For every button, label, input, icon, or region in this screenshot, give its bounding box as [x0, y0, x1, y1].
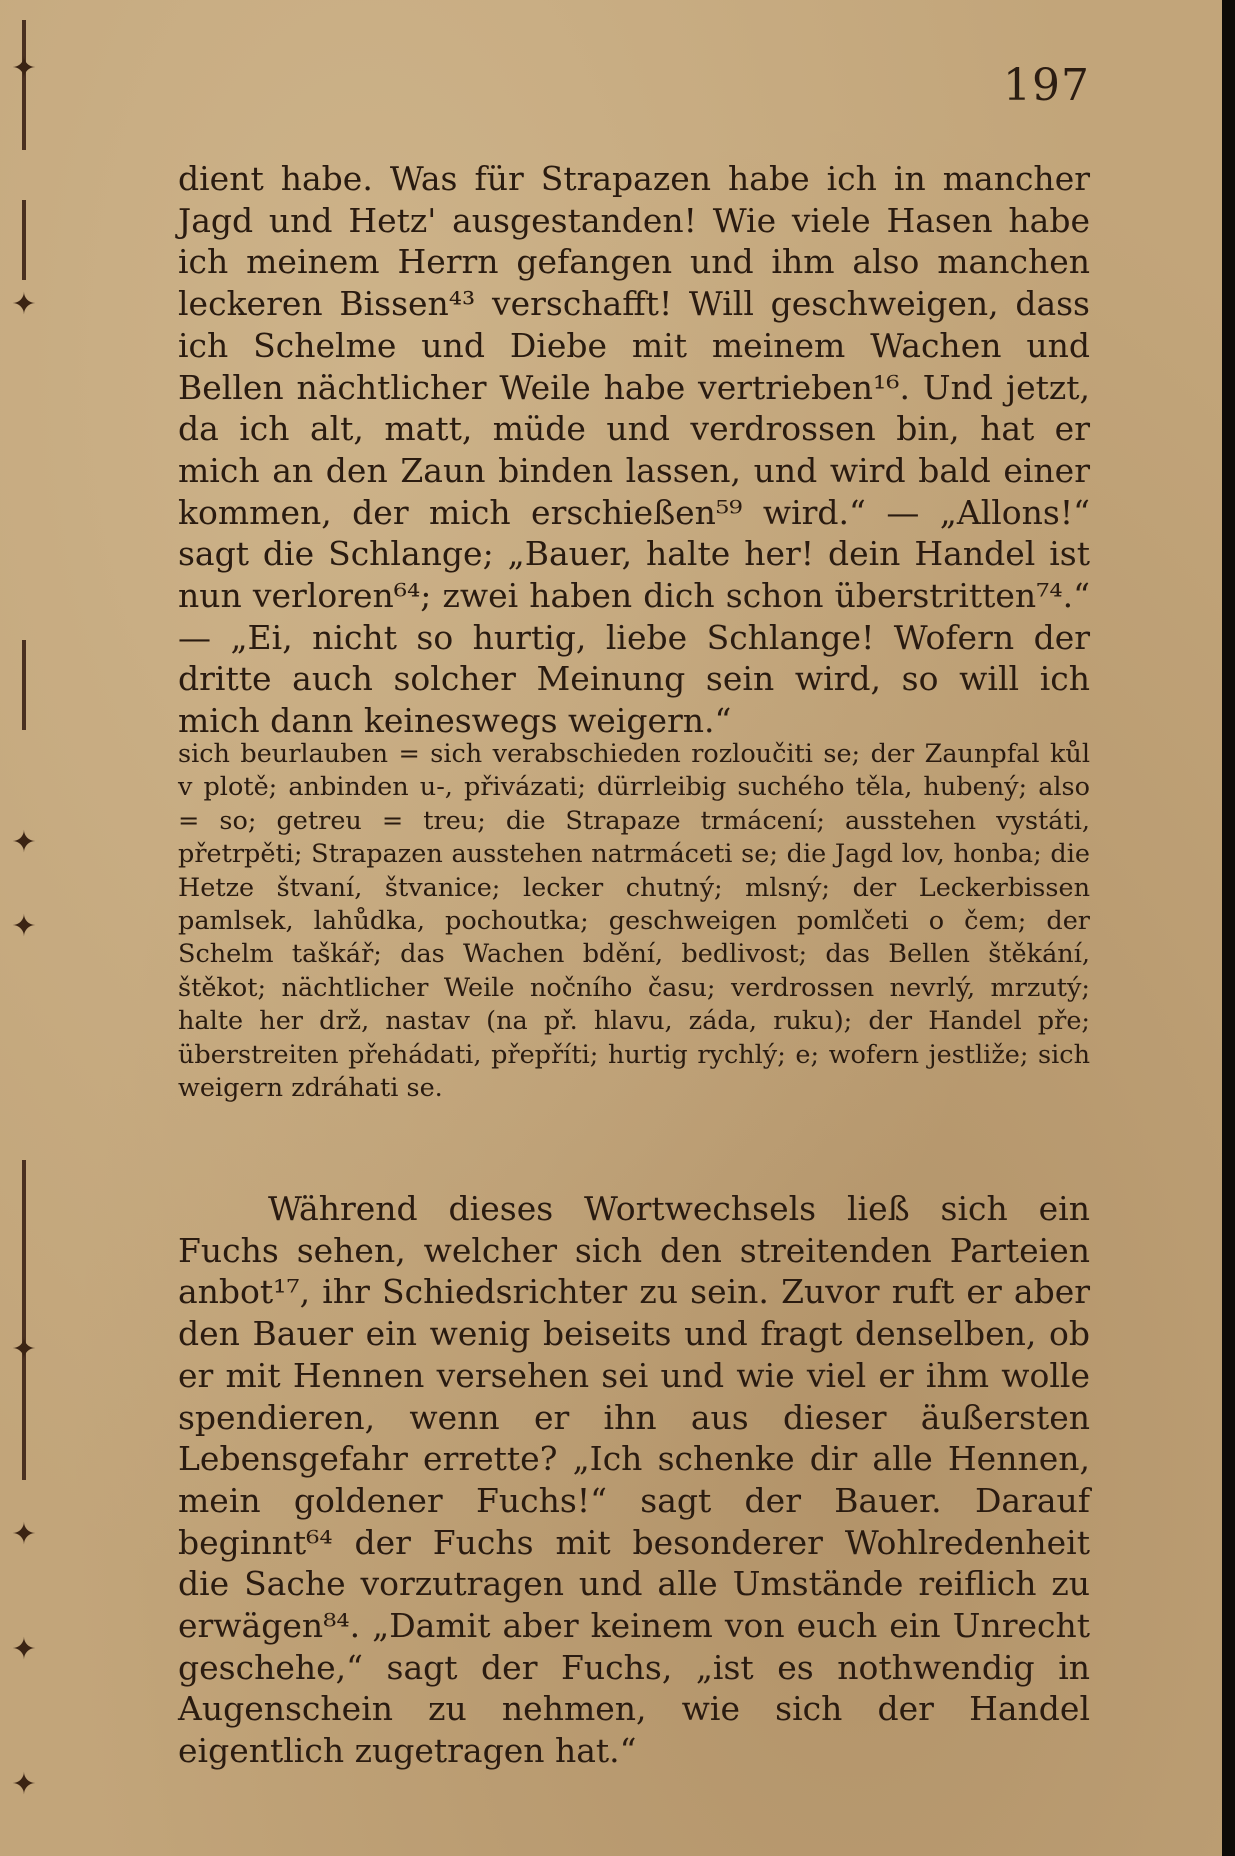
margin-rule	[22, 200, 26, 280]
margin-rule	[22, 1160, 26, 1480]
margin-ornament-icon: ✦	[11, 1632, 37, 1667]
margin-ornament-icon: ✦	[11, 909, 37, 944]
text-paragraph: dient habe. Was für Strapazen habe ich in mancher Jagd und Hetz' ausgestanden! Wie viele Hasen habe ich meinem Herrn gefangen und ihm also manchen leckeren Bissen⁴³ verschafft! Will geschweigen, dass ich Schelme und Diebe mit meinem Wachen und Bellen nächtlicher Weile habe vertrieben¹⁶. Und jetzt, da ich alt, matt, müde und verdrossen bin, hat er mich an den Zaun binden lassen, und wird bald einer kommen, der mich erschießen⁵⁹ wird.“ — „Allons!“ sagt die Schlange; „Bauer, halte her! dein Handel ist nun verloren⁶⁴; zwei haben dich schon überstritten⁷⁴.“ — „Ei, nicht so hurtig, liebe Schlange! Wofern der dritte auch solcher Meinung sein wird, so will ich mich dann keineswegs weigern.“	[178, 159, 1090, 741]
vocabulary-notes: sich beurlauben = sich verabschieden rozloučiti se; der Zaunpfal kůl v plotě; anbinden u-, přivázati; dürrleibig suchého těla, hubený; also = so; getreu = treu; die Strapaze trmácení; ausstehen vystáti, přetrpěti; Strapazen ausstehen natrmáceti se; die Jagd lov, honba; die Hetze štvaní, štvanice; lecker chutný; mlsný; der Leckerbissen pamlsek, lahůdka, pochoutka; geschweigen pomlčeti o čem; der Schelm taškář; das Wachen bdění, bedlivost; das Bellen štěkání, štěkot; nächtlicher Weile nočního času; verdrossen nevrlý, mrzutý; halte her drž, nastav (na př. hlavu, záda, ruku); der Handel pře; überstreiten přehádati, přepříti; hurtig rychlý; e; wofern jestliže; sich weigern zdráhati se.	[178, 739, 1090, 1104]
page-edge	[1222, 0, 1235, 1856]
margin-ornament-icon: ✦	[11, 1332, 37, 1367]
margin-ornament-icon: ✦	[11, 1767, 37, 1802]
margin-ornament-icon: ✦	[11, 1517, 37, 1552]
margin-ornament-icon: ✦	[11, 825, 37, 860]
margin-ornament-icon: ✦	[11, 51, 37, 86]
page-number: 197	[1003, 60, 1090, 111]
margin-ornament-icon: ✦	[11, 287, 37, 322]
margin-rule	[22, 640, 26, 730]
text-paragraph: Während dieses Wortwechsels ließ sich ein Fuchs sehen, welcher sich den streitenden Parteien anbot¹⁷, ihr Schiedsrichter zu sein. Zuvor ruft er aber den Bauer ein wenig beiseits und fragt denselben, ob er mit Hennen versehen sei und wie viel er ihm wolle spendieren, wenn er ihn aus dieser äußersten Lebensgefahr errette? „Ich schenke dir alle Hennen, mein goldener Fuchs!“ sagt der Bauer. Darauf beginnt⁶⁴ der Fuchs mit besonderer Wohlredenheit die Sache vorzutragen und alle Umstände reiflich zu erwägen⁸⁴. „Damit aber keinem von euch ein Unrecht geschehe,“ sagt der Fuchs, „ist es nothwendig in Augenschein zu nehmen, wie sich der Handel eigentlich zugetragen hat.“	[178, 1189, 1090, 1771]
